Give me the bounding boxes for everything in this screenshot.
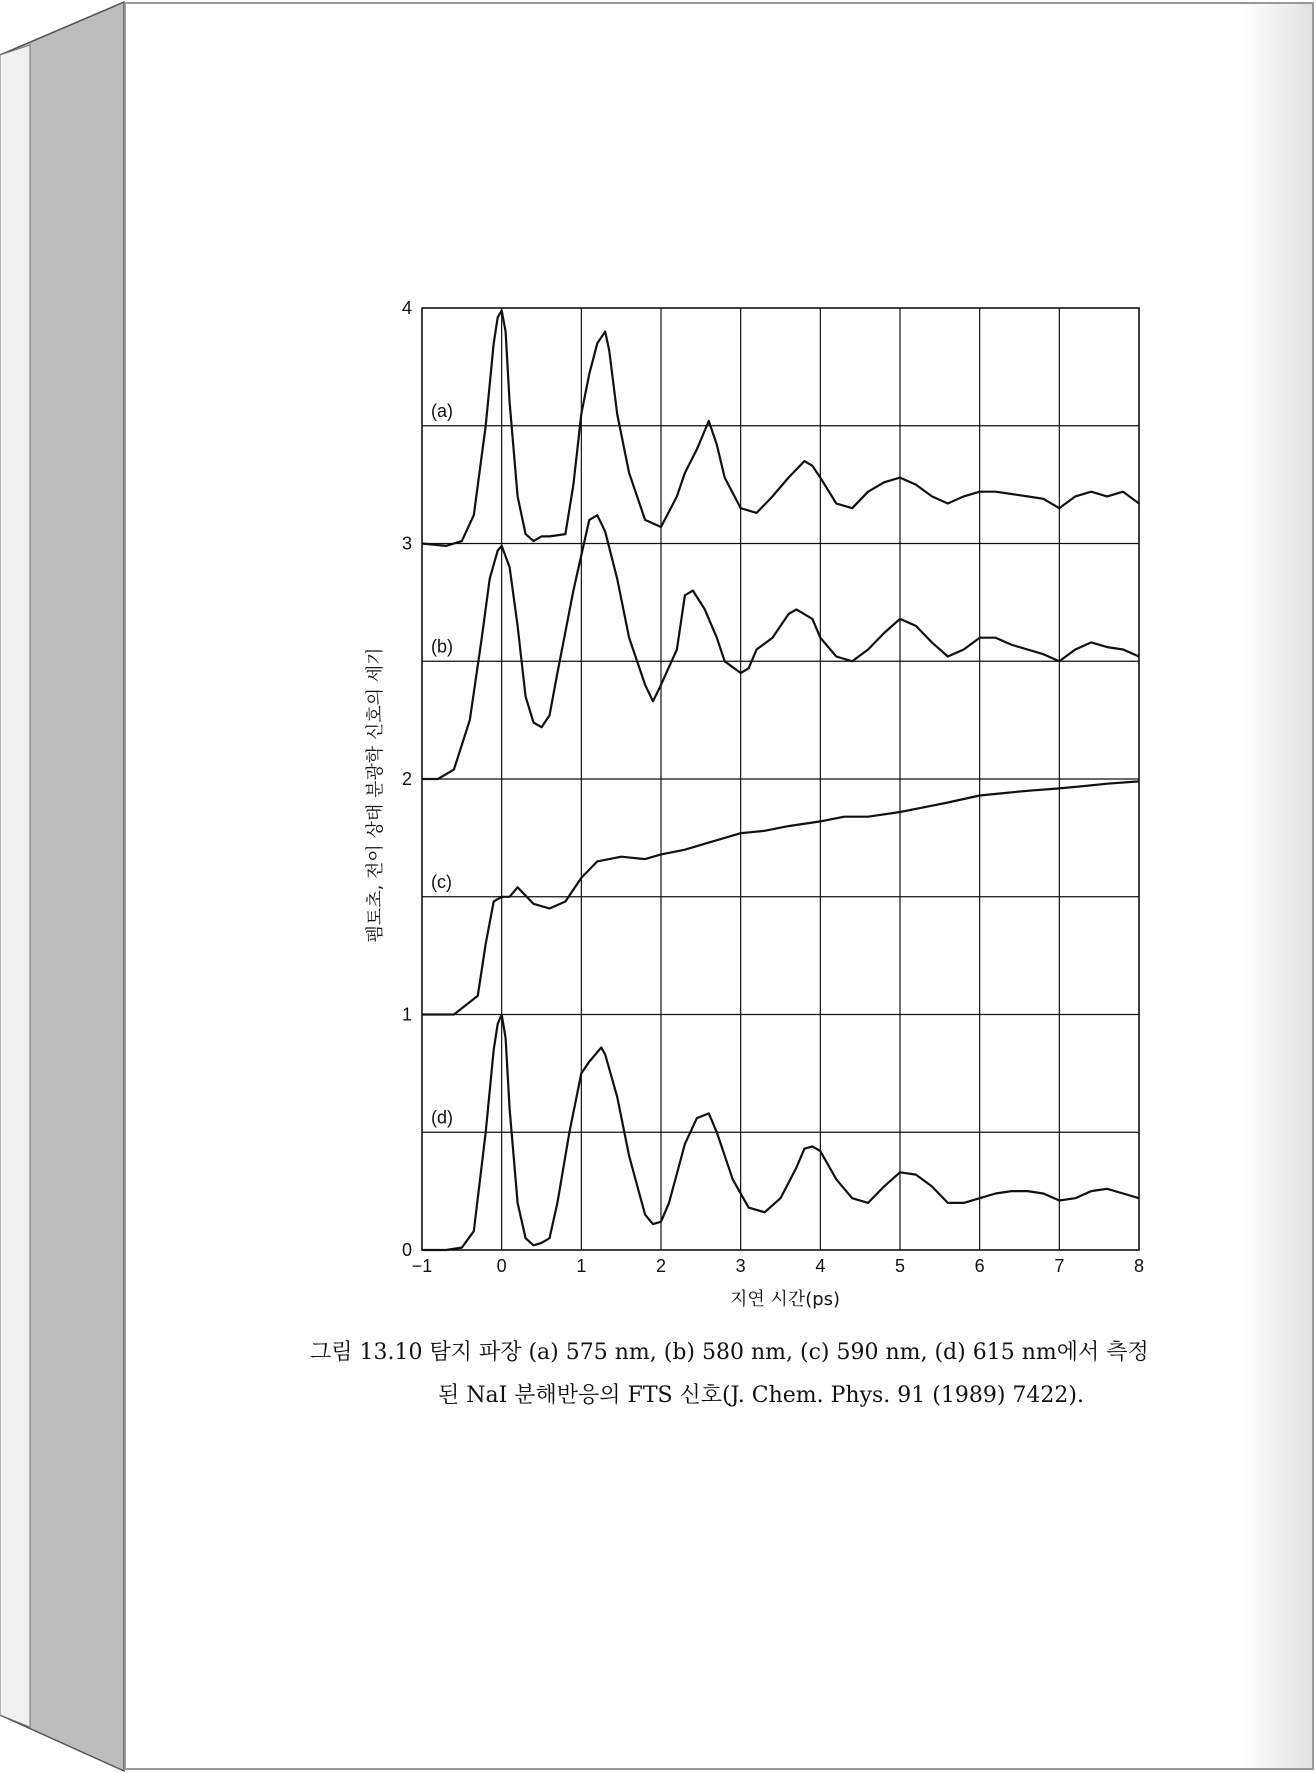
- chart-series: [422, 310, 1139, 1250]
- series-line: [422, 515, 1139, 779]
- y-tick-label: 4: [401, 298, 412, 318]
- x-tick-label: 5: [894, 1256, 906, 1276]
- x-tick-label: 1: [576, 1256, 587, 1276]
- series-labels: [431, 401, 453, 1128]
- caption-line-2: 된 NaI 분해반응의 FTS 신호(J. Chem. Phys. 91 (1989) 7422).: [438, 1383, 1084, 1408]
- series-line: [422, 310, 1139, 546]
- series-label: (a): [431, 400, 453, 421]
- y-tick-label: 0: [401, 1240, 412, 1260]
- x-tick-label: 3: [735, 1256, 746, 1276]
- y-tick-label: 2: [401, 769, 412, 789]
- x-tick-label: 6: [974, 1256, 985, 1276]
- x-tick-label: 0: [496, 1256, 507, 1276]
- y-tick-label: 3: [401, 533, 412, 554]
- caption-line-1: 그림 13.10 탐지 파장 (a) 575 nm, (b) 580 nm, (c) 590 nm, (d) 615 nm에서 측정: [310, 1340, 1149, 1365]
- series-label: (d): [431, 1107, 453, 1128]
- series-label: (c): [431, 871, 452, 892]
- x-tick-label: −1: [411, 1256, 433, 1276]
- series-line: [422, 781, 1139, 1014]
- x-tick-label: 7: [1054, 1256, 1065, 1276]
- y-tick-label: 1: [401, 1004, 412, 1025]
- x-axis-label: 지연 시간(ps): [729, 1289, 841, 1310]
- x-tick-label: 4: [815, 1256, 826, 1276]
- chart-grid: [422, 308, 1139, 1250]
- x-tick-label: 2: [655, 1256, 667, 1276]
- y-axis-label: 펨토초, 전이 상태 분광학 신호의 세기: [365, 647, 386, 943]
- series-label: (b): [431, 636, 453, 657]
- y-axis-ticks: [402, 298, 412, 1260]
- x-axis-ticks: [412, 1256, 1144, 1276]
- x-tick-label: 8: [1133, 1256, 1145, 1276]
- figure-caption: [310, 1331, 1230, 1417]
